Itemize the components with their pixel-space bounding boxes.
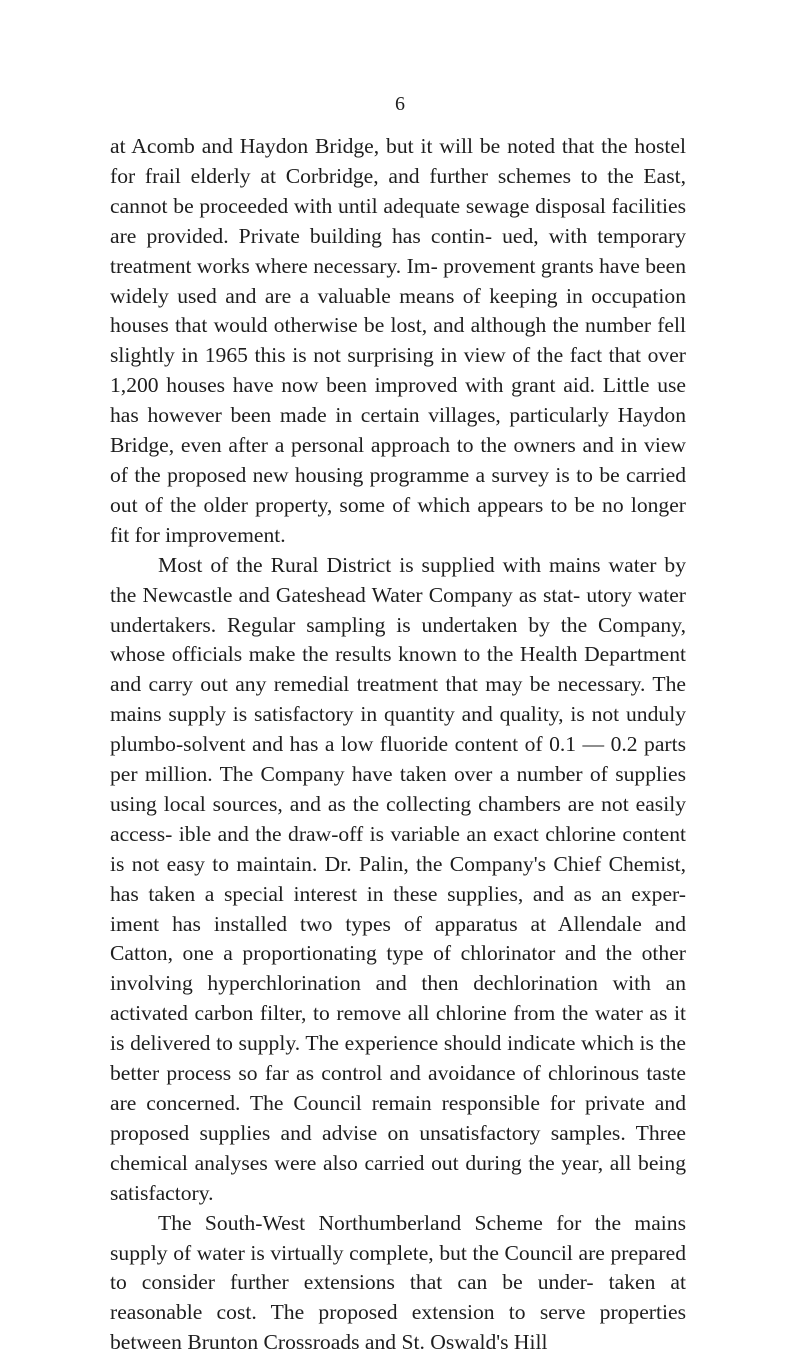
paragraph-water-scheme: The South-West Northumberland Scheme for the mains supply of water is virtually complete, but the Council are prepared to consider further extensions that can be under- taken at reasonable cost. The proposed extension to serve properties between Brunton Crossroads and St. Oswald's Hill [110,1210,686,1355]
paragraph-water-supply: Most of the Rural District is supplied with mains water by the Newcastle and Gateshead Water Company as stat- utory water undertakers. Regular sampling is undertaken by the Company, whose officials make the results known to the Health Department and carry out any remedial treatment that may be necessary. The mains supply is satisfactory in quantity and quality, is not unduly plumbo-solvent and has a low fluoride content of 0.1 — 0.2 parts per million. The Company have taken over a number of supplies using local sources, and as the collecting chambers are not easily access- ible and the draw-off is variable an exact chlorine content is not easy to maintain. Dr. Palin, the Company's Chief Chemist, has taken a special interest in these supplies, and as an exper- iment has installed two types of apparatus at Allendale and Catton, one a proportionating type of chlorinator and the other involving hyperchlorination and then dechlorination with an activated carbon filter, to remove all chlorine from the water as it is delivered to supply. The experience should indicate which is the better process so far as control and avoidance of chlorinous taste are concerned. The Council remain responsible for private and proposed supplies and advise on unsatisfactory samples. Three chemical analyses were also carried out during the year, all being satisfactory. [110,552,686,1205]
page-number: 6 [395,93,405,115]
paragraph-housing: at Acomb and Haydon Bridge, but it will be noted that the hostel for frail elderly at Corbridge, and further schemes to the East, cannot be proceeded with until adequate sewage disposal facilities are provided. Private building has contin- ued, with temporary treatment works where necessary. Im- provement grants have been widely used and are a valuable means of keeping in occupation houses that would otherwise be lost, and although the number fell slightly in 1965 this is not surprising in view of the fact that over 1,200 houses have now been improved with grant aid. Little use has however been made in certain villages, particularly Haydon Bridge, even after a personal approach to the owners and in view of the proposed new housing programme a survey is to be carried out of the older property, some of which appears to be no longer fit for improvement. [110,134,686,547]
body-text [110,132,686,1358]
